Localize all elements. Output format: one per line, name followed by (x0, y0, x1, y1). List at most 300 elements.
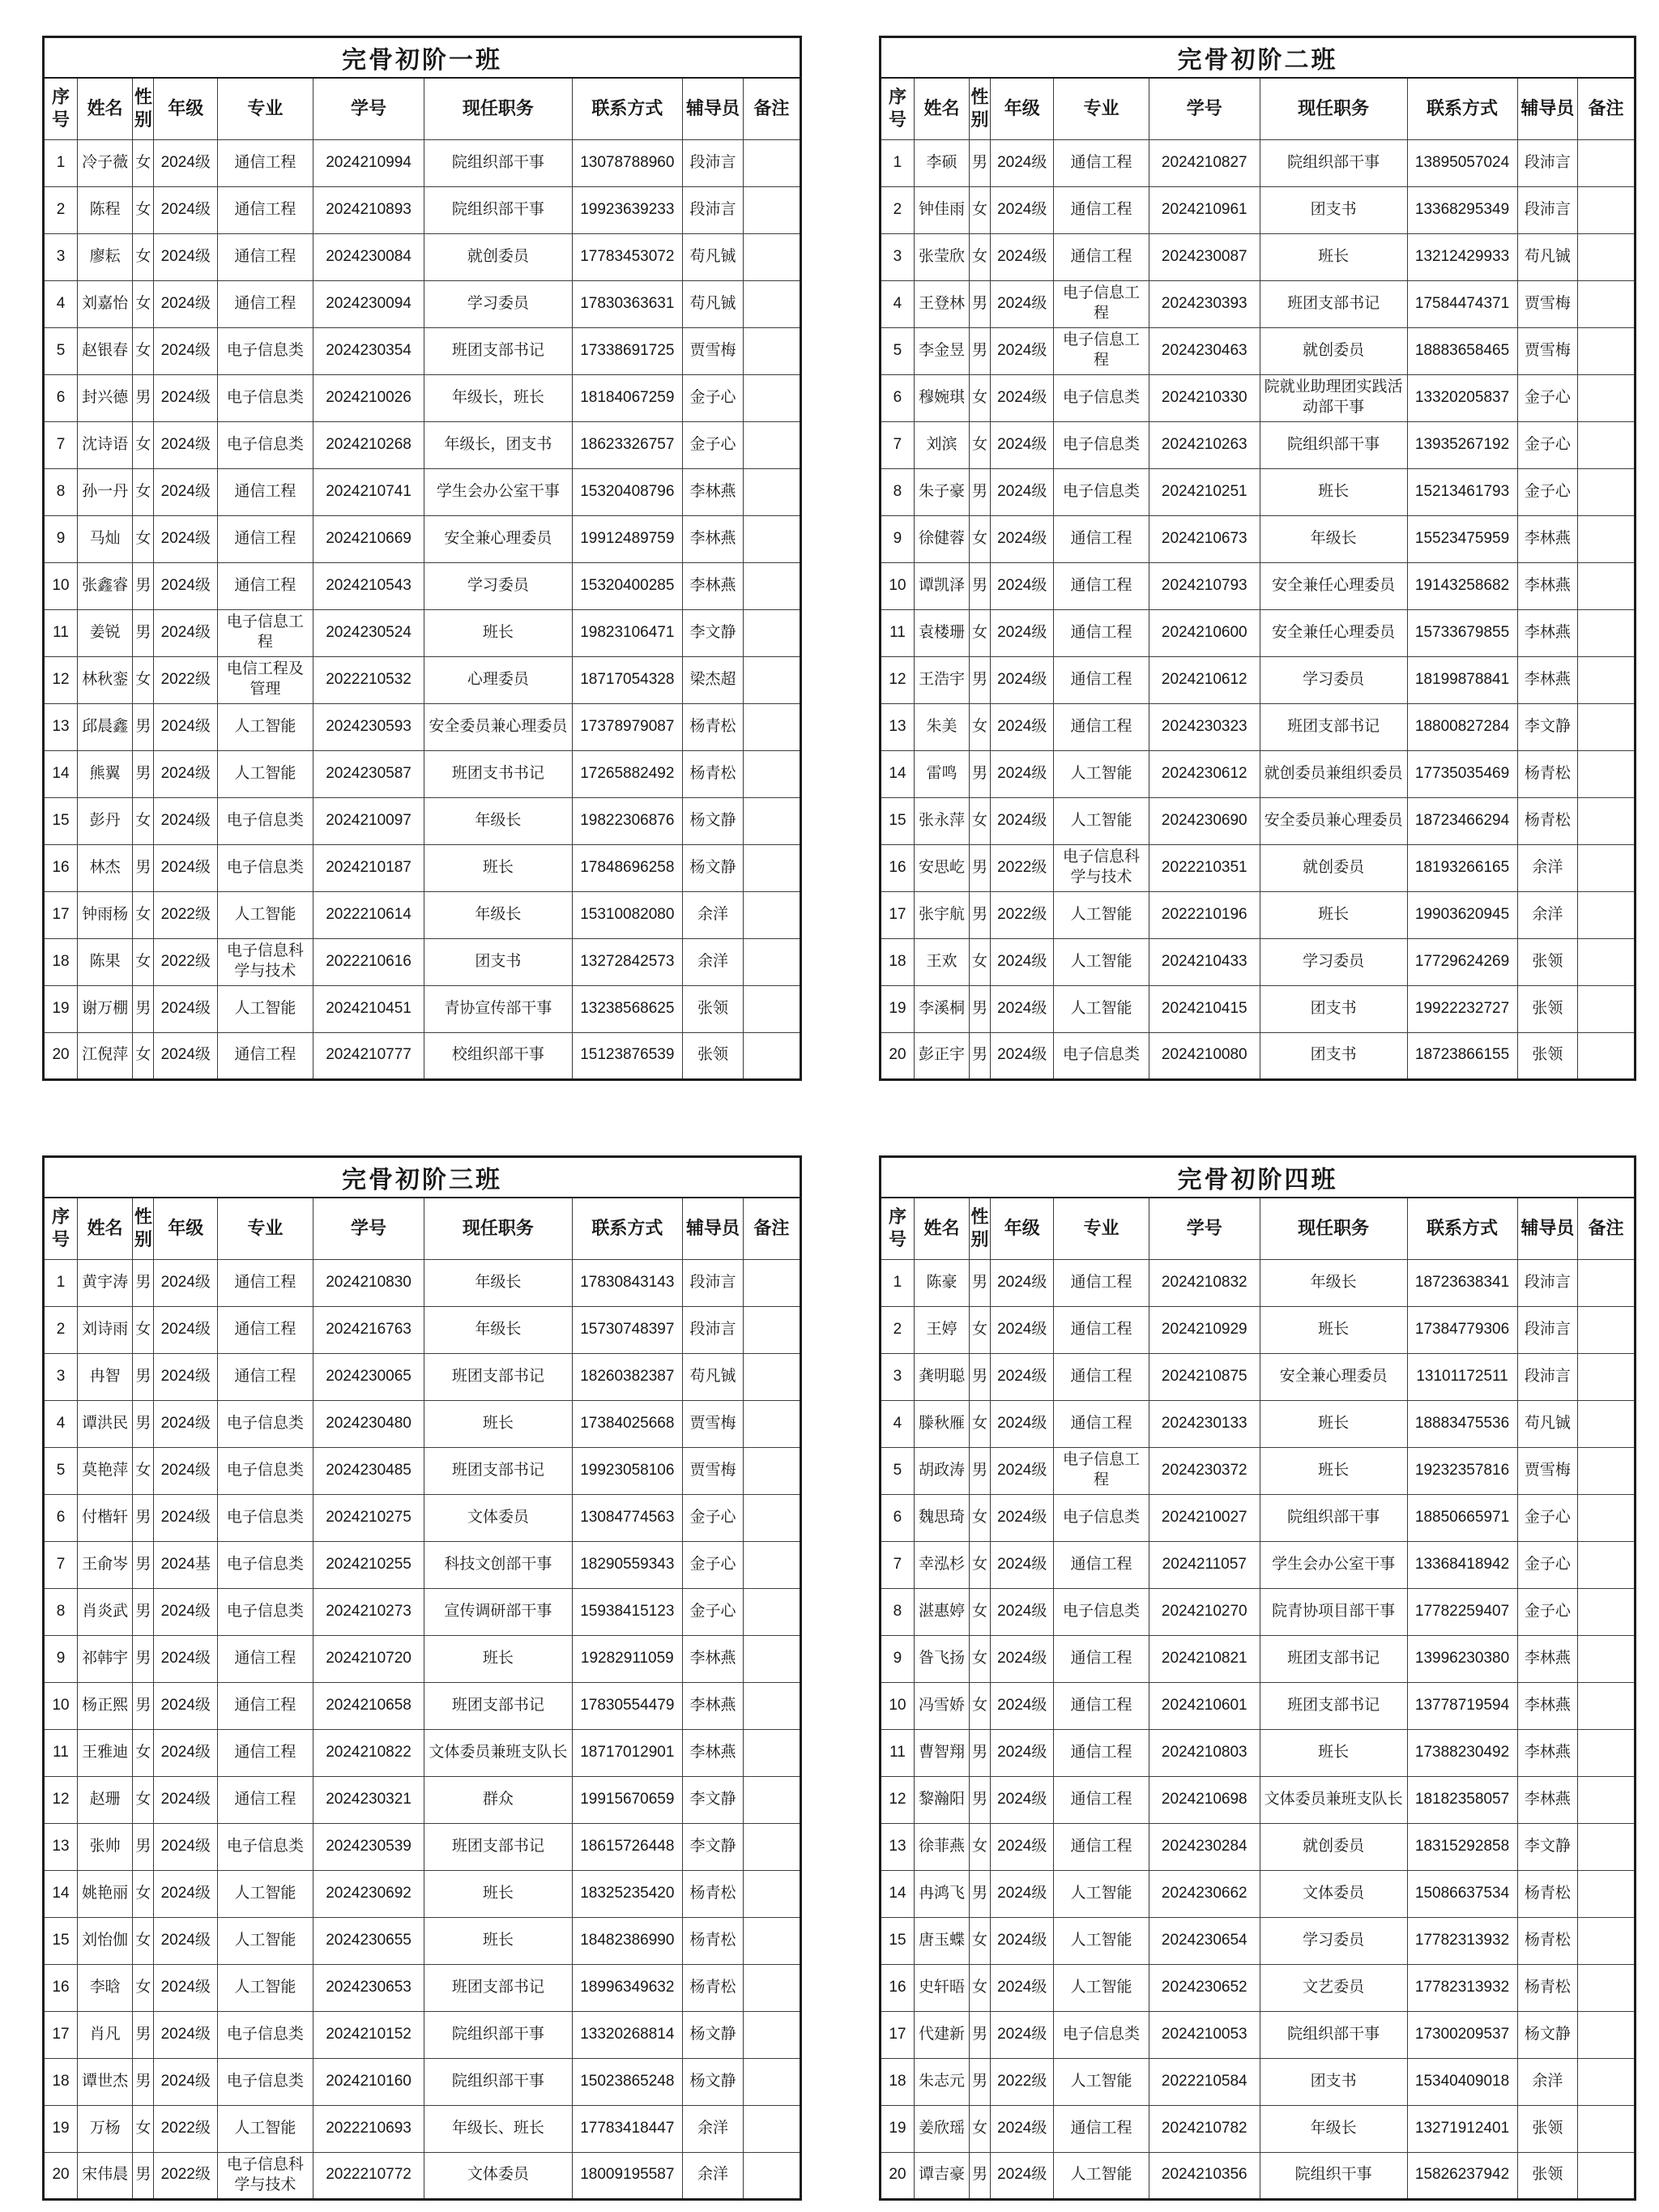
class-roster-table-1 (42, 36, 802, 1081)
table-cell: 通信工程 (1054, 233, 1149, 280)
table-cell: 钟佳雨 (914, 186, 969, 233)
table-cell: 2024级 (991, 186, 1054, 233)
table-cell: 14 (881, 1870, 915, 1917)
table-cell: 女 (969, 703, 990, 750)
table-cell: 团支书 (1260, 985, 1407, 1032)
table-cell: 张鑫睿 (78, 562, 133, 609)
table-cell (743, 703, 800, 750)
table-row (881, 280, 1636, 327)
table-cell: 19232357816 (1407, 1447, 1517, 1494)
table-cell: 2024级 (154, 985, 218, 1032)
table-cell: 2024级 (991, 280, 1054, 327)
table-cell: 张领 (1517, 1032, 1578, 1079)
table-cell (743, 985, 800, 1032)
table-cell (1578, 1494, 1636, 1541)
table-cell: 金子心 (1517, 1494, 1578, 1541)
table-cell: 2024230094 (313, 280, 424, 327)
table-cell: 19923639233 (572, 186, 683, 233)
table-cell: 肖炎武 (78, 1588, 133, 1635)
table-cell: 男 (969, 468, 990, 515)
table-cell: 2024级 (991, 1353, 1054, 1400)
table-cell: 李林燕 (683, 1729, 744, 1776)
table-cell: 安全委员兼心理委员 (424, 703, 572, 750)
table-cell: 学生会办公室干事 (424, 468, 572, 515)
column-header: 学号 (1149, 78, 1260, 139)
table-cell: 19823106471 (572, 609, 683, 656)
table-cell: 10 (44, 562, 78, 609)
table-cell: 男 (133, 1588, 154, 1635)
table-cell: 通信工程 (218, 1353, 313, 1400)
table-cell: 2024210832 (1149, 1259, 1260, 1306)
table-cell: 电子信息类 (1054, 374, 1149, 421)
table-cell: 电子信息类 (1054, 1032, 1149, 1079)
column-header: 序号 (881, 1198, 915, 1259)
table-row (881, 515, 1636, 562)
table-cell: 13212429933 (1407, 233, 1517, 280)
table-cell: 男 (969, 844, 990, 891)
table-cell: 冯雪娇 (914, 1682, 969, 1729)
table-cell: 男 (969, 1776, 990, 1823)
table-cell (1578, 1588, 1636, 1635)
table-cell: 2024210026 (313, 374, 424, 421)
table-cell: 谭吉豪 (914, 2152, 969, 2199)
table-cell: 2024230463 (1149, 327, 1260, 374)
table-cell (743, 2152, 800, 2199)
table-cell: 2024210255 (313, 1541, 424, 1588)
table-cell (1578, 2058, 1636, 2105)
table-cell: 13368418942 (1407, 1541, 1517, 1588)
table-cell: 班长 (424, 844, 572, 891)
table-cell: 2022级 (991, 844, 1054, 891)
table-cell: 通信工程 (218, 1682, 313, 1729)
column-header: 专业 (1054, 78, 1149, 139)
table-cell: 年级长 (1260, 515, 1407, 562)
table-cell: 2024级 (991, 938, 1054, 985)
table-cell: 2024级 (991, 1729, 1054, 1776)
table-row (881, 2011, 1636, 2058)
table-cell: 11 (44, 609, 78, 656)
table-cell: 4 (44, 1400, 78, 1447)
table-row (881, 891, 1636, 938)
table-row (44, 233, 801, 280)
table-cell: 2024210251 (1149, 468, 1260, 515)
table-cell: 余洋 (683, 2105, 744, 2152)
table-cell: 刘诗雨 (78, 1306, 133, 1353)
table-cell: 电子信息类 (218, 2011, 313, 2058)
table-cell: 男 (133, 1353, 154, 1400)
table-cell: 2024210601 (1149, 1682, 1260, 1729)
table-cell: 黎瀚阳 (914, 1776, 969, 1823)
table-cell: 7 (44, 1541, 78, 1588)
table-cell: 2022210614 (313, 891, 424, 938)
table-cell: 2024级 (991, 562, 1054, 609)
table-cell: 通信工程 (1054, 186, 1149, 233)
table-cell (743, 1682, 800, 1729)
table-cell (1578, 1400, 1636, 1447)
table-cell (743, 1541, 800, 1588)
table-cell: 段沛言 (1517, 1353, 1578, 1400)
table-cell: 4 (881, 1400, 915, 1447)
table-cell: 2022210772 (313, 2152, 424, 2199)
table-cell: 人工智能 (1054, 1870, 1149, 1917)
table-row (881, 562, 1636, 609)
table-cell: 电子信息科学与技术 (218, 938, 313, 985)
header-row (44, 78, 801, 139)
table-cell: 苟凡铖 (1517, 233, 1578, 280)
table-cell: 8 (44, 1588, 78, 1635)
table-cell: 就创委员 (1260, 844, 1407, 891)
table-cell: 女 (133, 1729, 154, 1776)
table-cell: 2024级 (991, 1447, 1054, 1494)
table-cell: 杨青松 (683, 1917, 744, 1964)
table-cell: 6 (44, 374, 78, 421)
table-cell: 杨青松 (683, 750, 744, 797)
table-cell: 2024210673 (1149, 515, 1260, 562)
table-row (44, 186, 801, 233)
table-cell: 2024230354 (313, 327, 424, 374)
table-cell: 通信工程 (1054, 1353, 1149, 1400)
table-cell: 梁杰超 (683, 656, 744, 703)
table-cell: 龚明聪 (914, 1353, 969, 1400)
table-cell: 男 (133, 1541, 154, 1588)
table-cell: 2024级 (154, 2058, 218, 2105)
table-cell: 2024级 (154, 750, 218, 797)
column-header: 学号 (313, 1198, 424, 1259)
table-cell: 李林燕 (1517, 1776, 1578, 1823)
table-cell (743, 1917, 800, 1964)
table-cell: 2024210356 (1149, 2152, 1260, 2199)
table-row (44, 891, 801, 938)
table-cell: 2024级 (154, 703, 218, 750)
table-cell: 2024210187 (313, 844, 424, 891)
table-cell: 李文静 (683, 609, 744, 656)
table-cell: 2024级 (154, 1776, 218, 1823)
table-cell (1578, 750, 1636, 797)
table-cell: 9 (881, 1635, 915, 1682)
table-row (881, 1306, 1636, 1353)
table-cell: 男 (133, 1823, 154, 1870)
header-row (881, 1198, 1636, 1259)
header-row (881, 78, 1636, 139)
table-row (881, 1823, 1636, 1870)
table-cell: 团支书 (1260, 1032, 1407, 1079)
class-roster-table-2 (879, 36, 1636, 1081)
table-cell: 徐菲燕 (914, 1823, 969, 1870)
table-row (44, 1447, 801, 1494)
table-cell: 2024230653 (313, 1964, 424, 2011)
table-cell: 人工智能 (218, 750, 313, 797)
table-cell: 19903620945 (1407, 891, 1517, 938)
table-cell: 20 (44, 2152, 78, 2199)
table-cell: 刘滨 (914, 421, 969, 468)
table-cell: 2024级 (154, 1682, 218, 1729)
table-cell: 袁楼珊 (914, 609, 969, 656)
table-row (44, 1400, 801, 1447)
table-cell: 男 (969, 656, 990, 703)
table-cell: 学习委员 (424, 280, 572, 327)
table-cell: 贾雪梅 (683, 327, 744, 374)
table-cell: 女 (969, 233, 990, 280)
table-cell: 3 (881, 1353, 915, 1400)
table-cell: 2024210612 (1149, 656, 1260, 703)
table-cell: 13 (44, 703, 78, 750)
table-cell: 就创委员兼组织委员 (1260, 750, 1407, 797)
table-cell: 电子信息科学与技术 (218, 2152, 313, 2199)
table-row (881, 186, 1636, 233)
table-cell: 班团支部书记 (1260, 280, 1407, 327)
table-cell: 余洋 (683, 938, 744, 985)
table-cell: 年级长，班长 (424, 374, 572, 421)
table-row (881, 1917, 1636, 1964)
table-cell: 李文静 (1517, 703, 1578, 750)
table-cell: 6 (881, 374, 915, 421)
table-cell: 13935267192 (1407, 421, 1517, 468)
table-cell: 杨青松 (1517, 750, 1578, 797)
column-header: 备注 (743, 78, 800, 139)
table-cell: 2024级 (154, 515, 218, 562)
table-cell: 文体委员 (1260, 1870, 1407, 1917)
table-cell: 19 (881, 2105, 915, 2152)
table-cell (743, 1400, 800, 1447)
table-cell: 18290559343 (572, 1541, 683, 1588)
table-cell: 女 (133, 656, 154, 703)
table-cell: 段沛言 (683, 1259, 744, 1306)
table-row (44, 985, 801, 1032)
table-cell: 女 (969, 1964, 990, 2011)
table-cell: 2024210451 (313, 985, 424, 1032)
table-cell (743, 609, 800, 656)
table-cell: 陈程 (78, 186, 133, 233)
table-cell: 电子信息类 (218, 327, 313, 374)
table-cell: 男 (133, 1494, 154, 1541)
table-cell: 班团支部书记 (424, 1447, 572, 1494)
column-header: 联系方式 (572, 1198, 683, 1259)
table-cell: 2022级 (991, 891, 1054, 938)
table-cell: 2024210433 (1149, 938, 1260, 985)
table-row (881, 703, 1636, 750)
table-cell: 年级长 (1260, 2105, 1407, 2152)
table-cell: 杨文静 (683, 797, 744, 844)
table-cell (743, 1259, 800, 1306)
table-cell: 2024210658 (313, 1682, 424, 1729)
table-cell: 安思屹 (914, 844, 969, 891)
table-cell: 2022级 (154, 938, 218, 985)
table-cell: 杨正熙 (78, 1682, 133, 1729)
table-cell: 2024230692 (313, 1870, 424, 1917)
table-cell: 李林燕 (1517, 515, 1578, 562)
table-cell: 班团支部书记 (424, 1823, 572, 1870)
table-cell: 人工智能 (1054, 1964, 1149, 2011)
table-cell: 2024级 (154, 1306, 218, 1353)
table-row (881, 1635, 1636, 1682)
table-cell (743, 468, 800, 515)
table-row (44, 2058, 801, 2105)
table-cell (1578, 1447, 1636, 1494)
table-cell: 2024230587 (313, 750, 424, 797)
table-cell: 17729624269 (1407, 938, 1517, 985)
table-cell: 2024级 (991, 1400, 1054, 1447)
table-cell: 2 (881, 1306, 915, 1353)
table-cell: 女 (969, 2105, 990, 2152)
table-cell (1578, 1353, 1636, 1400)
table-cell: 2024级 (154, 1588, 218, 1635)
column-header: 联系方式 (572, 78, 683, 139)
table-cell: 男 (133, 750, 154, 797)
table-cell: 宣传调研部干事 (424, 1588, 572, 1635)
table-cell: 电子信息科学与技术 (1054, 844, 1149, 891)
table-cell (743, 750, 800, 797)
table-cell: 电子信息工程 (218, 609, 313, 656)
table-cell: 女 (133, 186, 154, 233)
table-cell: 2024210782 (1149, 2105, 1260, 2152)
table-cell: 19923058106 (572, 1447, 683, 1494)
table-cell (1578, 1870, 1636, 1917)
table-cell: 冷子薇 (78, 139, 133, 186)
column-header: 专业 (218, 1198, 313, 1259)
table-cell: 女 (133, 1032, 154, 1079)
table-cell: 张宇航 (914, 891, 969, 938)
column-header: 辅导员 (683, 78, 744, 139)
table-cell: 17388230492 (1407, 1729, 1517, 1776)
table-cell: 学习委员 (1260, 1917, 1407, 1964)
table-cell: 人工智能 (1054, 2058, 1149, 2105)
table-cell: 16 (881, 1964, 915, 2011)
table-cell: 15523475959 (1407, 515, 1517, 562)
table-cell: 18883658465 (1407, 327, 1517, 374)
table-cell: 电子信息类 (218, 1400, 313, 1447)
table-cell: 18623326757 (572, 421, 683, 468)
table-cell: 女 (969, 374, 990, 421)
table-cell: 1 (881, 139, 915, 186)
table-cell: 人工智能 (1054, 2152, 1149, 2199)
table-cell: 19 (44, 985, 78, 1032)
table-cell: 余洋 (1517, 844, 1578, 891)
table-cell: 杨文静 (683, 844, 744, 891)
table-cell: 朱子豪 (914, 468, 969, 515)
table-cell: 电信工程及管理 (218, 656, 313, 703)
table-cell: 2024210994 (313, 139, 424, 186)
table-cell: 2022210693 (313, 2105, 424, 2152)
table-cell: 2024级 (154, 1917, 218, 1964)
table-cell: 13084774563 (572, 1494, 683, 1541)
table-cell: 胡政涛 (914, 1447, 969, 1494)
table-cell: 17830554479 (572, 1682, 683, 1729)
table-cell: 唐玉蝶 (914, 1917, 969, 1964)
column-header: 备注 (1578, 1198, 1636, 1259)
table-row (881, 1588, 1636, 1635)
table-cell: 女 (969, 938, 990, 985)
table-cell: 2024级 (991, 1588, 1054, 1635)
table-cell (1578, 938, 1636, 985)
table-cell: 谭凯泽 (914, 562, 969, 609)
table-cell: 2024210263 (1149, 421, 1260, 468)
table-row (881, 327, 1636, 374)
table-cell: 男 (133, 2058, 154, 2105)
table-cell: 2022级 (154, 891, 218, 938)
table-row (44, 2152, 801, 2199)
table-cell: 3 (44, 1353, 78, 1400)
table-cell: 姚艳丽 (78, 1870, 133, 1917)
table-cell: 电子信息类 (218, 1823, 313, 1870)
table-cell (1578, 1306, 1636, 1353)
table-cell: 女 (133, 1447, 154, 1494)
table-cell: 2024级 (154, 1635, 218, 1682)
table-cell: 7 (881, 1541, 915, 1588)
table-cell: 安全兼任心理委员 (1260, 609, 1407, 656)
table-cell: 2024230321 (313, 1776, 424, 1823)
table-cell: 祁韩宇 (78, 1635, 133, 1682)
table-cell (1578, 703, 1636, 750)
table-cell: 谢万棚 (78, 985, 133, 1032)
table-cell: 6 (881, 1494, 915, 1541)
table-cell: 2024210803 (1149, 1729, 1260, 1776)
table-cell: 2024级 (991, 656, 1054, 703)
table-row (881, 1682, 1636, 1729)
table-cell: 人工智能 (218, 1870, 313, 1917)
column-header: 辅导员 (683, 1198, 744, 1259)
table-cell: 2024230662 (1149, 1870, 1260, 1917)
table-cell: 11 (881, 609, 915, 656)
table-cell: 女 (133, 797, 154, 844)
table-cell: 9 (44, 1635, 78, 1682)
table-row (881, 468, 1636, 515)
table-cell (1578, 468, 1636, 515)
table-cell: 18717054328 (572, 656, 683, 703)
table-cell: 安全兼心理委员 (1260, 1353, 1407, 1400)
table-cell: 段沛言 (683, 139, 744, 186)
table-cell: 雷鸣 (914, 750, 969, 797)
table-cell: 男 (133, 703, 154, 750)
table-cell: 穆婉琪 (914, 374, 969, 421)
table-row (881, 656, 1636, 703)
table-cell: 男 (969, 1032, 990, 1079)
table-cell: 15023865248 (572, 2058, 683, 2105)
table-row (44, 421, 801, 468)
table-cell: 2024级 (154, 1259, 218, 1306)
table-cell: 2024基 (154, 1541, 218, 1588)
table-cell: 2 (44, 1306, 78, 1353)
table-row (881, 374, 1636, 421)
table-cell (743, 327, 800, 374)
table-cell: 通信工程 (1054, 703, 1149, 750)
title-row (881, 1157, 1636, 1198)
table-cell: 12 (44, 1776, 78, 1823)
column-header: 专业 (1054, 1198, 1149, 1259)
table-cell: 封兴德 (78, 374, 133, 421)
column-header: 性别 (133, 1198, 154, 1259)
table-cell: 金子心 (1517, 421, 1578, 468)
table-cell: 杨青松 (683, 1870, 744, 1917)
class-roster-table-3 (42, 1155, 802, 2201)
column-header: 姓名 (914, 78, 969, 139)
column-header: 辅导员 (1517, 78, 1578, 139)
table-cell: 男 (969, 139, 990, 186)
table-cell: 人工智能 (218, 703, 313, 750)
table-cell: 2024210273 (313, 1588, 424, 1635)
table-cell (743, 1032, 800, 1079)
table-cell: 2024级 (991, 1635, 1054, 1682)
table-cell: 谭洪民 (78, 1400, 133, 1447)
table-cell: 2024级 (154, 609, 218, 656)
table-cell: 13 (44, 1823, 78, 1870)
table-cell: 通信工程 (1054, 1541, 1149, 1588)
table-cell: 安全兼任心理委员 (1260, 562, 1407, 609)
table-cell: 通信工程 (218, 1776, 313, 1823)
table-cell: 17338691725 (572, 327, 683, 374)
column-header: 年级 (991, 1198, 1054, 1259)
table-cell: 女 (969, 1823, 990, 1870)
table-cell: 年级长 (424, 1306, 572, 1353)
